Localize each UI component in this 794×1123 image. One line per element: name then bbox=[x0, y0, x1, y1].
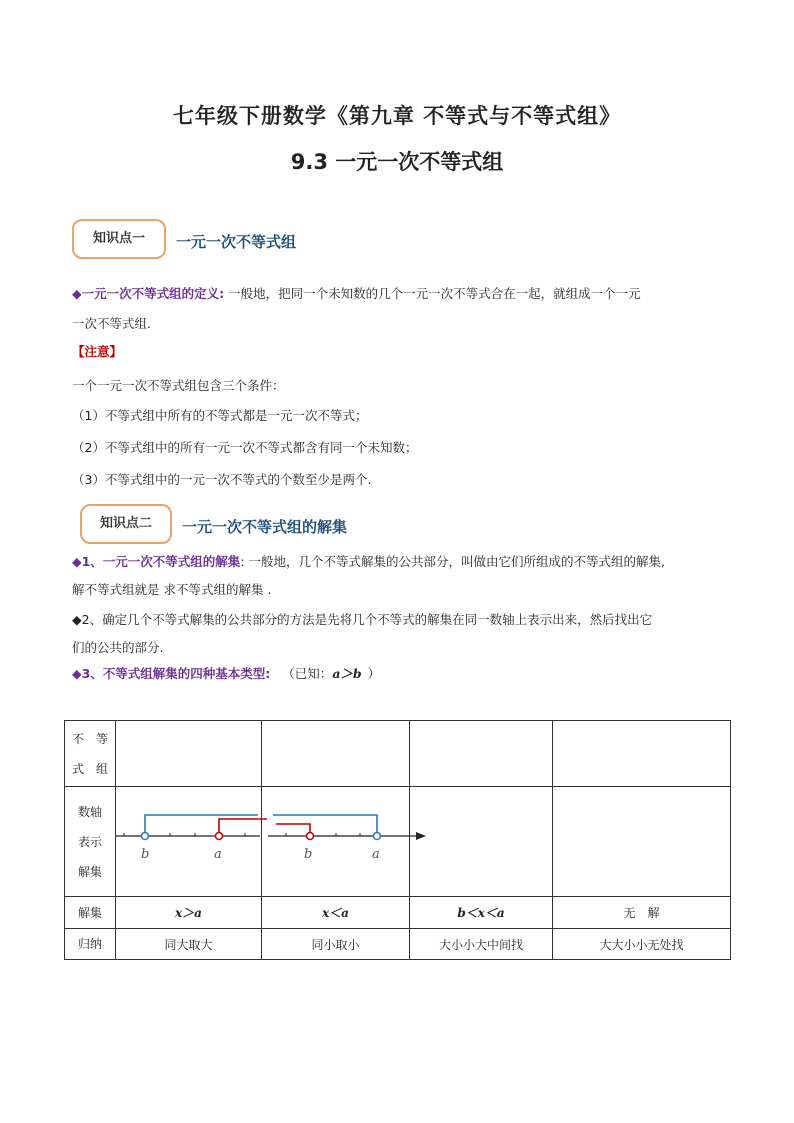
definition-line-1 bbox=[72, 284, 732, 304]
red-range-bracket bbox=[276, 824, 310, 832]
solution-set-label: ◆1、一元一次不等式组的解集 bbox=[72, 554, 241, 569]
system-cell bbox=[262, 721, 410, 787]
given-close: ） bbox=[367, 666, 381, 681]
method-text-2: 们的公共的部分. bbox=[72, 640, 164, 655]
axis-label-a: a bbox=[214, 847, 222, 862]
row-label-text: 不 等 bbox=[71, 731, 108, 746]
given-open: （已知： bbox=[282, 666, 333, 681]
solution-cell: x＞a bbox=[116, 897, 262, 929]
system-cell bbox=[553, 721, 731, 787]
given-condition: a＞b bbox=[332, 666, 362, 681]
summary-cell: 同大取大 bbox=[116, 929, 262, 960]
number-line-diagram bbox=[108, 786, 438, 896]
open-point-b bbox=[142, 833, 149, 840]
solution-set-text-2: 解不等式组就是 求不等式组的解集 . bbox=[72, 582, 272, 597]
solution-cell: x＜a bbox=[262, 897, 410, 929]
table-row bbox=[65, 929, 731, 960]
conditions-intro: 一个一元一次不等式组包含三个条件： bbox=[72, 378, 285, 393]
system-cell bbox=[116, 721, 262, 787]
blue-range-bracket bbox=[145, 815, 258, 832]
solution-set-text-1: : 一般地，几个不等式解集的公共部分，叫做由它们所组成的不等式组的解集, bbox=[240, 554, 665, 569]
condition-item: （2）不等式组中的所有一元一次不等式都含有同一个未知数； bbox=[72, 440, 418, 455]
solution-set-line-1 bbox=[72, 552, 732, 572]
table-row bbox=[65, 721, 731, 787]
row-label-text: 式 组 bbox=[71, 761, 108, 776]
axis-label-a: a bbox=[372, 847, 380, 862]
row-label-text: 数轴 bbox=[77, 804, 102, 819]
section2-title: 一元一次不等式组的解集 bbox=[182, 518, 348, 536]
condition-item: （1）不等式组中所有的不等式都是一元一次不等式； bbox=[72, 408, 368, 423]
method-text-1: ◆2、确定几个不等式解集的公共部分的方法是先将几个不等式的解集在同一数轴上表示出来，然后找出它 bbox=[72, 612, 653, 627]
row-label-text: 解集 bbox=[77, 864, 102, 879]
row-label-solution: 解集 bbox=[65, 897, 116, 929]
axis-label-b: b bbox=[141, 847, 150, 862]
types-line bbox=[72, 664, 732, 684]
definition-label: ◆一元一次不等式组的定义: bbox=[72, 286, 225, 301]
summary-cell: 大小小大中间找 bbox=[410, 929, 553, 960]
row-label-text: 表示 bbox=[77, 834, 102, 849]
summary-cell: 同小取小 bbox=[262, 929, 410, 960]
row-label-system bbox=[65, 721, 116, 787]
table-row bbox=[65, 897, 731, 929]
summary-cell: 大大小小无处找 bbox=[553, 929, 731, 960]
axis-label-b: b bbox=[304, 847, 313, 862]
system-cell bbox=[410, 721, 553, 787]
definition-text-1: 一般地，把同一个未知数的几个一元一次不等式合在一起，就组成一个一元 bbox=[224, 286, 641, 301]
section1-title: 一元一次不等式组 bbox=[176, 233, 297, 251]
solution-cell: 无 解 bbox=[553, 897, 731, 929]
note-label: 【注意】 bbox=[72, 344, 123, 359]
solution-cell: b＜x＜a bbox=[410, 897, 553, 929]
number-line-cell bbox=[553, 787, 731, 897]
knowledge-tag-1: 知识点一 bbox=[72, 219, 166, 259]
row-label-summary: 归纳 bbox=[65, 929, 116, 960]
knowledge-tag-2: 知识点二 bbox=[80, 504, 172, 544]
definition-text-2: 一次不等式组. bbox=[72, 316, 151, 331]
red-range-bracket bbox=[219, 819, 267, 832]
axis-arrow-icon bbox=[416, 832, 426, 840]
page-subtitle: 9.3 一元一次不等式组 bbox=[290, 150, 504, 174]
open-point-b bbox=[307, 833, 314, 840]
types-label: ◆3、不等式组解集的四种基本类型: bbox=[72, 666, 271, 681]
page-title: 七年级下册数学《第九章 不等式与不等式组》 bbox=[172, 104, 622, 128]
open-point-a bbox=[216, 833, 223, 840]
condition-item: （3）不等式组中的一元一次不等式的个数至少是两个. bbox=[72, 472, 372, 487]
open-point-a bbox=[374, 833, 381, 840]
